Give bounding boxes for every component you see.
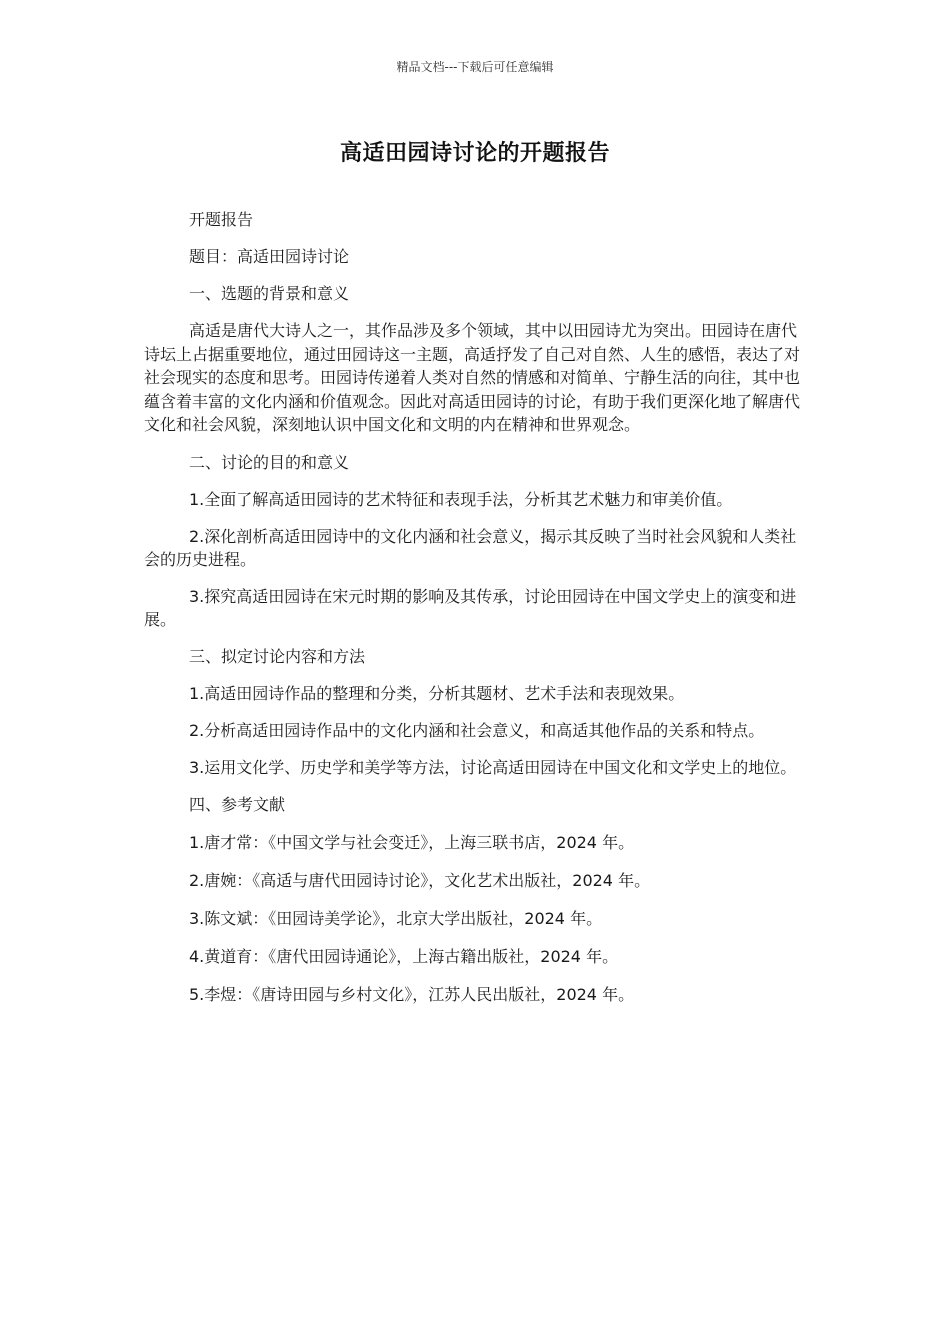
section-heading-methods: 三、拟定讨论内容和方法 xyxy=(189,646,366,666)
section-heading-references: 四、参考文献 xyxy=(189,794,286,814)
report-label: 开题报告 xyxy=(189,210,254,229)
reference-item: 2.唐婉：《高适与唐代田园诗讨论》，文化艺术出版社，2024 年。 xyxy=(189,870,651,890)
methods-item: 3.运用文化学、历史学和美学等方法，讨论高适田园诗在中国文化和文学史上的地位。 xyxy=(189,757,797,777)
reference-item: 3.陈文斌：《田园诗美学论》，北京大学出版社，2024 年。 xyxy=(189,908,603,928)
reference-item: 4.黄道育：《唐代田园诗通论》，上海古籍出版社，2024 年。 xyxy=(189,946,619,966)
purpose-item: 3.探究高适田园诗在宋元时期的影响及其传承，讨论田园诗在中国文学史上的演变和进展。 xyxy=(144,586,797,629)
page-header-note: 精品文档---下载后可任意编辑 xyxy=(396,60,554,74)
purpose-item: 2.深化剖析高适田园诗中的文化内涵和社会意义，揭示其反映了当时社会风貌和人类社会的历史进程。 xyxy=(144,526,797,569)
document-title: 高适田园诗讨论的开题报告 xyxy=(339,141,610,166)
document-body xyxy=(144,208,808,1021)
reference-item: 1.唐才常：《中国文学与社会变迁》，上海三联书店，2024 年。 xyxy=(189,832,635,852)
methods-item: 1.高适田园诗作品的整理和分类，分析其题材、艺术手法和表现效果。 xyxy=(189,683,685,703)
purpose-item: 1.全面了解高适田园诗的艺术特征和表现手法，分析其艺术魅力和审美价值。 xyxy=(189,489,733,509)
reference-item: 5.李煜：《唐诗田园与乡村文化》，江苏人民出版社，2024 年。 xyxy=(189,984,635,1004)
methods-item: 2.分析高适田园诗作品中的文化内涵和社会意义，和高适其他作品的关系和特点。 xyxy=(189,720,765,740)
background-paragraph: 高适是唐代大诗人之一，其作品涉及多个领域，其中以田园诗尤为突出。田园诗在唐代诗坛上占据重要地位，通过田园诗这一主题，高适抒发了自己对自然、人生的感悟，表达了对社会现实的态度和思考。田园诗传递着人类对自然的情感和对简单、宁静生活的向往，其中也蕴含着丰富的文化内涵和价值观念。因此对高适田园诗的讨论，有助于我们更深化地了解唐代文化和社会风貌，深刻地认识中国文化和文明的内在精神和世界观念。 xyxy=(144,321,801,434)
section-heading-purpose: 二、讨论的目的和意义 xyxy=(189,452,350,472)
section-heading-background: 一、选题的背景和意义 xyxy=(189,284,350,303)
references-list xyxy=(144,793,808,1006)
report-topic: 题目：高适田园诗讨论 xyxy=(189,247,350,266)
